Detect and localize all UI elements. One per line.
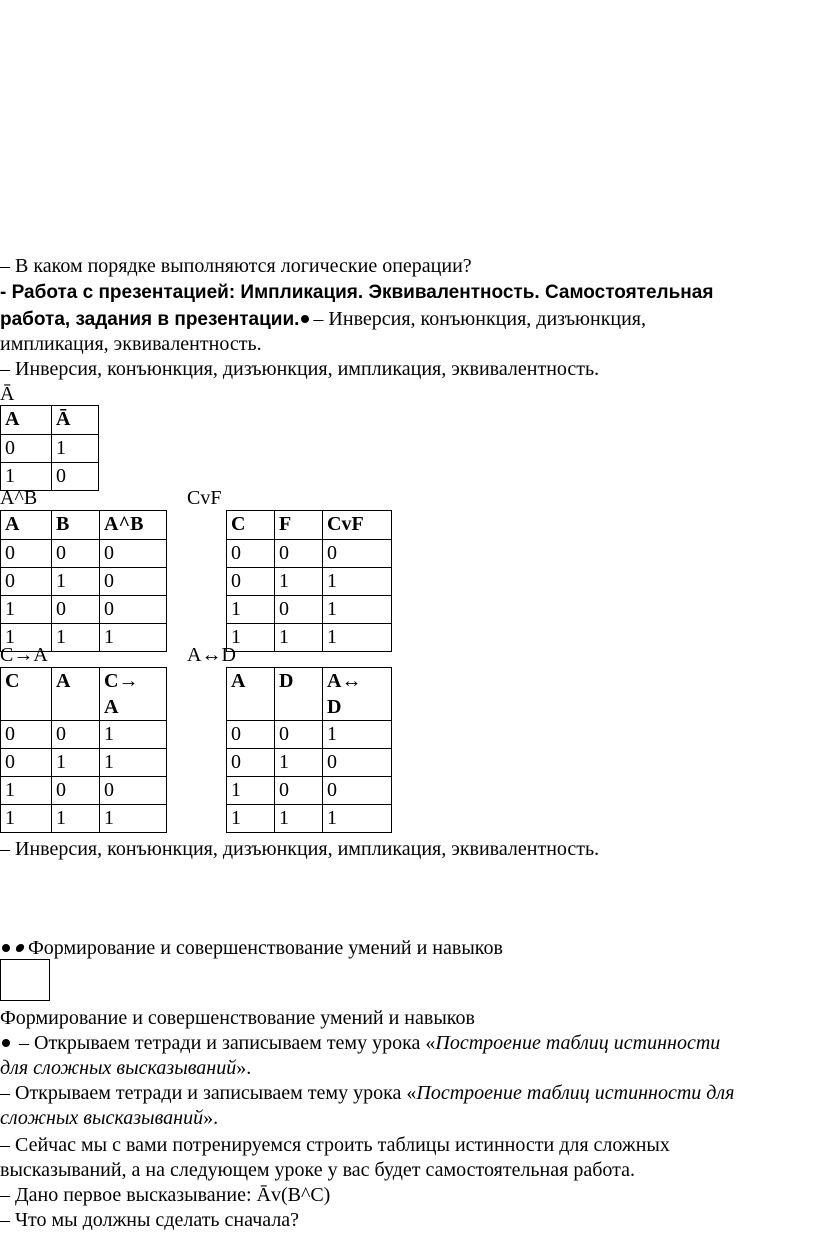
header-cell: Ā xyxy=(52,406,99,435)
table-implication xyxy=(0,667,167,833)
bold-line-1: - Работа с презентацией: Импликация. Эквивалентность. Самостоятельная xyxy=(0,282,714,303)
table-equivalence xyxy=(226,667,392,833)
header-cell: C xyxy=(227,511,275,540)
cell: 0 xyxy=(275,721,323,749)
header-cell: A xyxy=(227,668,275,721)
cell: 1 xyxy=(275,624,323,652)
paragraph-3-line1: – Сейчас мы с вами потренируемся строить таблицы истинности для сложных xyxy=(0,1134,670,1156)
cell: 0 xyxy=(52,540,100,568)
text: – Открываем тетради и записываем тему урока « xyxy=(0,1082,417,1104)
cell: 0 xyxy=(227,540,275,568)
cell: 1 xyxy=(52,435,99,463)
cell: 1 xyxy=(100,721,167,749)
cell: 0 xyxy=(100,777,167,805)
header-cell: C xyxy=(1,668,52,721)
topic-italic: Построение таблиц истинности xyxy=(435,1032,721,1054)
header-cell: A^B xyxy=(100,511,167,540)
cell: 0 xyxy=(227,749,275,777)
cell: 0 xyxy=(1,540,52,568)
header-cell-split xyxy=(323,668,392,721)
text: ». xyxy=(203,1107,219,1129)
caption-impl: C→A xyxy=(0,644,48,666)
cell: 0 xyxy=(227,568,275,596)
cell: 1 xyxy=(323,568,392,596)
cell: 1 xyxy=(1,624,52,652)
cell: 0 xyxy=(100,540,167,568)
answer-full: – Инверсия, конъюнкция, дизъюнкция, импликация, эквивалентность. xyxy=(0,358,600,380)
cell: 1 xyxy=(52,624,100,652)
cell: 1 xyxy=(100,749,167,777)
cell: 1 xyxy=(227,596,275,624)
cell: 1 xyxy=(323,721,392,749)
caption-not-a: Ā xyxy=(0,383,15,405)
bullet-icon xyxy=(2,1039,10,1047)
cell: 1 xyxy=(52,568,100,596)
cell: 1 xyxy=(227,624,275,652)
cell: 1 xyxy=(323,596,392,624)
cell: 1 xyxy=(1,463,52,491)
cell: 0 xyxy=(275,777,323,805)
header-cell: B xyxy=(52,511,100,540)
caption-or: CvF xyxy=(187,487,222,509)
cell: 1 xyxy=(52,749,100,777)
cell: 1 xyxy=(52,805,100,833)
table-and xyxy=(0,510,167,652)
header-part: A↔ xyxy=(327,670,362,692)
cell: 0 xyxy=(52,463,99,491)
bullet-paragraph-line1 xyxy=(0,1030,720,1056)
heading-with-bullets xyxy=(0,935,503,961)
cell: 1 xyxy=(323,624,392,652)
cell: 0 xyxy=(323,749,392,777)
cell: 0 xyxy=(100,568,167,596)
header-part: D xyxy=(327,696,342,718)
answer-line-2: импликация, эквивалентность. xyxy=(0,333,262,355)
answer-repeat: – Инверсия, конъюнкция, дизъюнкция, импликация, эквивалентность. xyxy=(0,838,600,860)
question-order: – В каком порядке выполняются логические операции? xyxy=(0,255,472,277)
caption-and: A^B xyxy=(0,487,38,509)
cell: 1 xyxy=(100,805,167,833)
answer-inline: – Инверсия, конъюнкция, дизъюнкция, xyxy=(313,308,647,330)
header-cell: F xyxy=(275,511,323,540)
header-cell: CvF xyxy=(323,511,392,540)
header-cell: A xyxy=(1,406,52,435)
text: – Открываем тетради и записываем тему урока « xyxy=(14,1032,436,1054)
header-cell-split xyxy=(100,668,167,721)
section-heading: Формирование и совершенствование умений и навыков xyxy=(0,1007,475,1029)
cell: 0 xyxy=(275,540,323,568)
cell: 0 xyxy=(275,596,323,624)
cell: 0 xyxy=(323,777,392,805)
topic-italic: Построение таблиц истинности для xyxy=(416,1082,735,1104)
cell: 1 xyxy=(275,749,323,777)
cell: 1 xyxy=(100,624,167,652)
heading-text: Формирование и совершенствование умений и навыков xyxy=(28,937,503,959)
cell: 0 xyxy=(1,749,52,777)
caption-equiv: A↔D xyxy=(187,644,236,666)
cell: 1 xyxy=(323,805,392,833)
paragraph-2-line2 xyxy=(0,1105,218,1131)
bullet-paragraph-line2 xyxy=(0,1055,251,1081)
cell: 0 xyxy=(323,540,392,568)
paragraph-4: – Дано первое высказывание: Āv(B^C) xyxy=(0,1184,331,1206)
cell: 0 xyxy=(1,568,52,596)
bold-line-2-row xyxy=(0,306,646,333)
paragraph-5: – Что мы должны сделать сначала? xyxy=(0,1209,300,1231)
cell: 0 xyxy=(1,435,52,463)
cell: 1 xyxy=(1,805,52,833)
topic-italic: сложных высказываний xyxy=(0,1107,204,1129)
cell: 0 xyxy=(1,721,52,749)
table-or xyxy=(226,510,392,652)
cell: 0 xyxy=(52,777,100,805)
text: ». xyxy=(236,1057,252,1079)
cell: 0 xyxy=(100,596,167,624)
cell: 1 xyxy=(227,805,275,833)
cell: 0 xyxy=(227,721,275,749)
table-not-a xyxy=(0,405,99,491)
cell: 1 xyxy=(275,805,323,833)
paragraph-3-line2: высказываний, а на следующем уроке у вас будет самостоятельная работа. xyxy=(0,1159,635,1181)
cell: 0 xyxy=(52,596,100,624)
cell: 1 xyxy=(1,777,52,805)
header-cell: A xyxy=(52,668,100,721)
cell: 1 xyxy=(1,596,52,624)
header-part: A xyxy=(104,696,119,718)
header-cell: D xyxy=(275,668,323,721)
empty-frame xyxy=(0,959,50,1001)
bullet-icon xyxy=(2,944,10,952)
bullet-icon xyxy=(15,944,25,952)
cell: 1 xyxy=(227,777,275,805)
topic-italic: для сложных высказываний xyxy=(0,1057,237,1079)
paragraph-2-line1 xyxy=(0,1080,734,1106)
header-cell: A xyxy=(1,511,52,540)
cell: 0 xyxy=(52,721,100,749)
bullet-icon xyxy=(301,315,309,323)
cell: 1 xyxy=(275,568,323,596)
bold-line-2: работа, задания в презентации. xyxy=(0,309,300,330)
header-part: C→ xyxy=(104,670,139,692)
